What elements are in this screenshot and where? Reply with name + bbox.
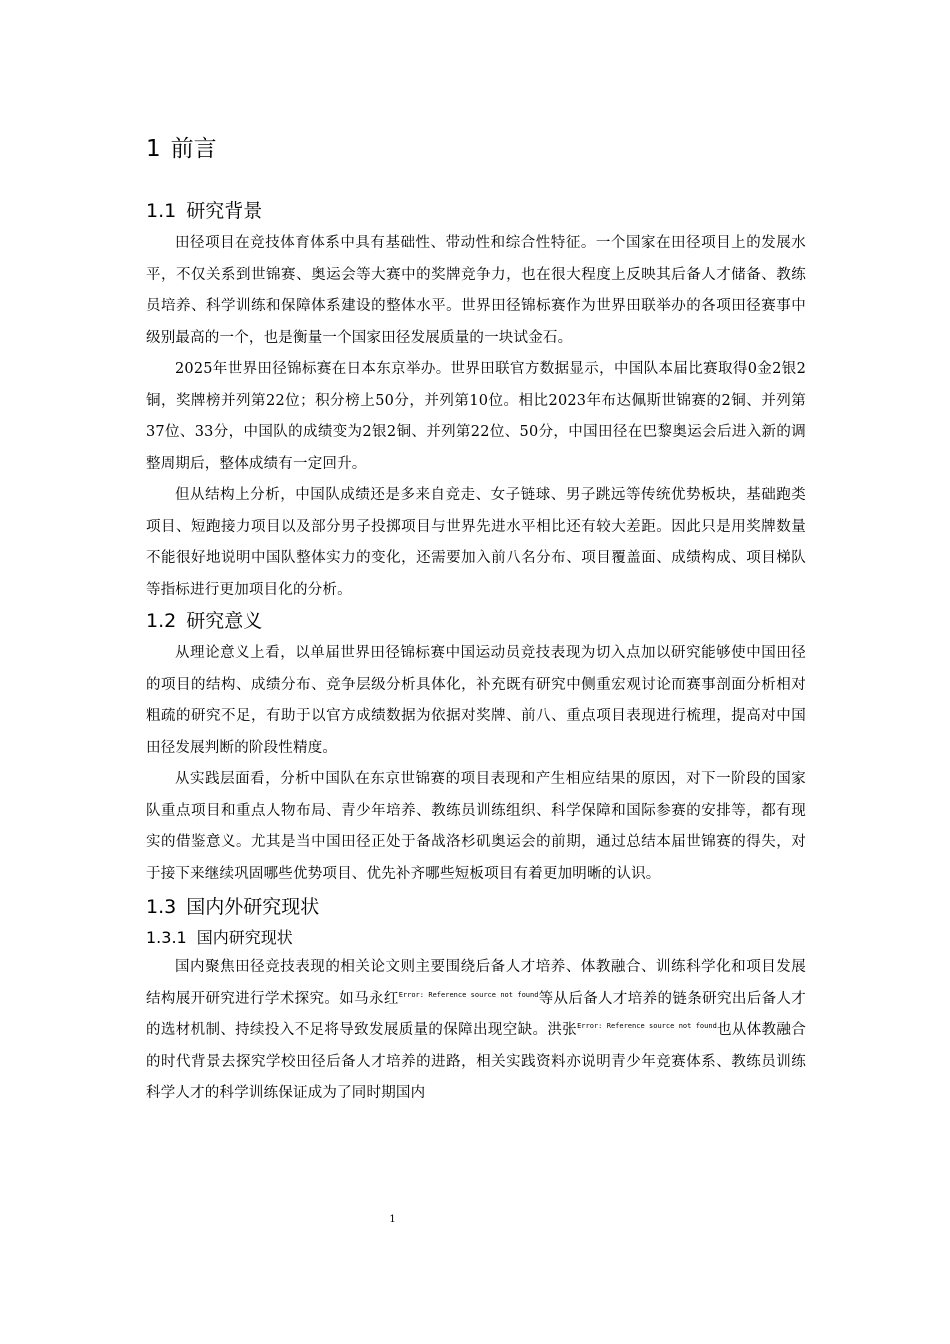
section-number: 1.1 [146,200,177,222]
section-heading-1-3 [146,892,806,922]
section-title: 研究背景 [186,200,263,222]
section-heading-1-2 [146,606,806,636]
chapter-heading [146,132,806,166]
reference-error-marker: Error: Reference source not found [577,1022,717,1031]
section-number: 1.2 [146,610,177,632]
paragraph: 田径项目在竞技体育体系中具有基础性、带动性和综合性特征。一个国家在田径项目上的发展水平，不仅关系到世锦赛、奥运会等大赛中的奖牌竞争力，也在很大程度上反映其后备人才储备、教练员培养、科学训练和保障体系建设的整体水平。世界田径锦标赛作为世界田联举办的各项田径赛事中级别最高的一个，也是衡量一个国家田径发展质量的一块试金石。 [146,235,806,346]
subsection-number: 1.3.1 [146,928,187,947]
reference-error-marker: Error: Reference source not found [398,990,539,999]
section-title: 国内外研究现状 [186,896,320,918]
chapter-number: 1 [146,136,161,162]
section-heading-1-1 [146,196,806,226]
paragraph: 从理论意义上看，以单届世界田径锦标赛中国运动员竞技表现为切入点加以研究能够使中国田径的项目的结构、成绩分布、竞争层级分析具体化，补充既有研究中侧重宏观讨论而赛事剖面分析相对粗疏的研究不足，有助于以官方成绩数据为依据对奖牌、前八、重点项目表现进行梳理，提高对中国田径发展判断的阶段性精度。 [146,645,806,756]
paragraph-text: 国内聚焦田径竞技表现的相关论文则主要围绕后备人才培养、体教融合、训练科学化和项目发展结构展开研究进行学术探究。如马永红 [146,959,806,1007]
paragraph-text: 等从后备人才培养的链条研究出后备人才的选材机制、持续投入不足将导致发展质量的保障出现空缺。洪张 [146,990,806,1038]
section-title: 研究意义 [186,610,263,632]
page-number: 1 [389,1214,396,1225]
subsection-title: 国内研究现状 [196,928,293,947]
subsection-heading-1-3-1 [146,924,806,952]
paragraph: 但从结构上分析，中国队成绩还是多来自竞走、女子链球、男子跳远等传统优势板块，基础跑类项目、短跑接力项目以及部分男子投掷项目与世界先进水平相比还有较大差距。因此只是用奖牌数量不能很好地说明中国队整体实力的变化，还需要加入前八名分布、项目覆盖面、成绩构成、项目梯队等指标进行更加项目化的分析。 [146,487,806,598]
page-content [146,132,806,1110]
paragraph: 2025年世界田径锦标赛在日本东京举办。世界田联官方数据显示，中国队本届比赛取得0金2银2铜，奖牌榜并列第22位；积分榜上50分，并列第10位。相比2023年布达佩斯世锦赛的2铜、并列第37位、33分，中国队的成绩变为2银2铜、并列第22位、50分，中国田径在巴黎奥运会后进入新的调整周期后，整体成绩有一定回升。 [146,361,806,472]
paragraph [146,952,806,1110]
section-number: 1.3 [146,896,177,918]
chapter-title: 前言 [170,136,217,162]
paragraph-text: 也从体教融合的时代背景去探究学校田径后备人才培养的进路，相关实践资料亦说明青少年竞赛体系、教练员训练科学人才的科学训练保证成为了同时期国内 [146,1022,806,1101]
paragraph: 从实践层面看，分析中国队在东京世锦赛的项目表现和产生相应结果的原因，对下一阶段的国家队重点项目和重点人物布局、青少年培养、教练员训练组织、科学保障和国际参赛的安排等，都有现实的借鉴意义。尤其是当中国田径正处于备战洛杉矶奥运会的前期，通过总结本届世锦赛的得失，对于接下来继续巩固哪些优势项目、优先补齐哪些短板项目有着更加明晰的认识。 [146,771,806,882]
